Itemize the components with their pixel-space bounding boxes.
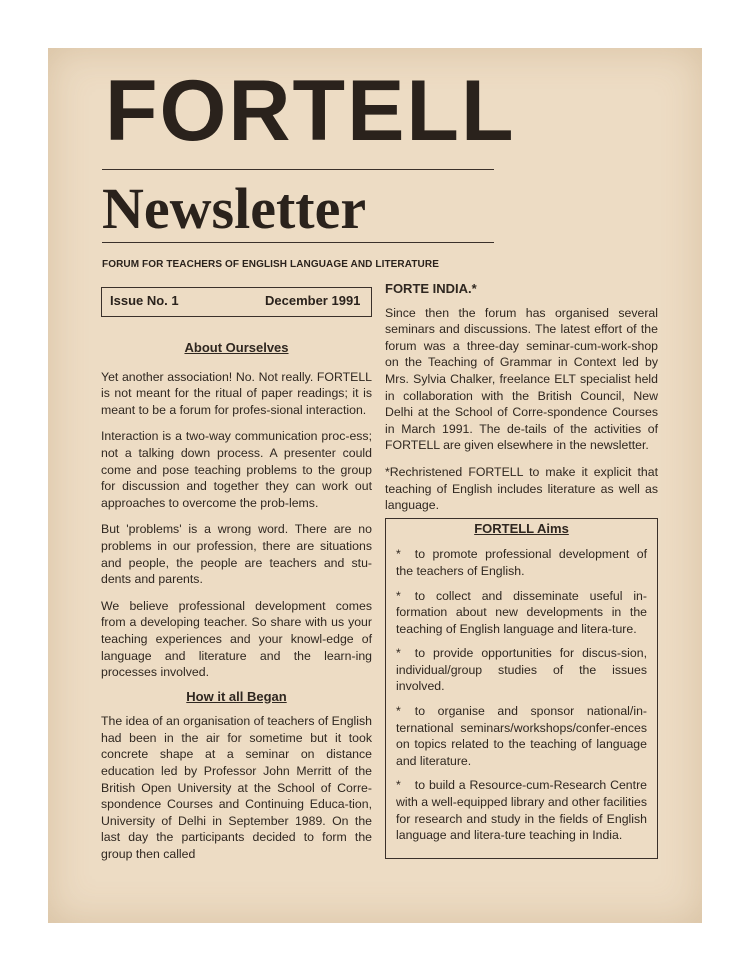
forte-heading: FORTE INDIA.* bbox=[385, 281, 477, 296]
issue-number: Issue No. 1 bbox=[110, 293, 179, 308]
aim-item: * to collect and disseminate useful in-formation about new developments in the teaching of English language and litera-ture. bbox=[396, 588, 647, 636]
aims-heading: FORTELL Aims bbox=[474, 520, 569, 536]
aim-item: * to provide opportunities for discus-sion, individual/group studies of the issues involved. bbox=[396, 646, 647, 694]
forte-paragraph: Since then the forum has organised several seminars and discussions. The latest effort of the forum was a three-day seminar-cum-work-shop on the Teaching of Grammar in Context led by Mrs. Sylvia Chalker, freelance ELT specialist held in collaboration with the British Council, New Delhi at the School of Corre-spondence Courses in March 1991. The de-tails of the activities of FORTELL are given elsewhere in the newsletter. bbox=[385, 305, 658, 453]
bullet: * bbox=[396, 778, 401, 793]
bullet: * bbox=[396, 704, 401, 719]
aims-box bbox=[385, 518, 658, 859]
masthead-subtitle: Newsletter bbox=[102, 176, 367, 241]
masthead-rule-bottom bbox=[102, 242, 494, 243]
aim-item: * to build a Resource-cum-Research Centre with a well-equipped library and other facilities for research and study in the fields of English language and litera-ture teaching in India. bbox=[396, 778, 647, 843]
forte-footnote: *Rechristened FORTELL to make it explicit that teaching of English includes literature as well as language. bbox=[385, 464, 658, 513]
issue-date: December 1991 bbox=[265, 293, 361, 308]
masthead-title: FORTELL bbox=[105, 63, 516, 159]
masthead-rule-top bbox=[102, 169, 494, 170]
right-column bbox=[385, 281, 658, 859]
began-paragraph: The idea of an organisation of teachers of English had been in the air for sometime but it took concrete shape at a seminar on distance education led by Professor John Merritt of the British Open University at the School of Corre-spondence Courses and Continuing Educa-tion, University of Delhi in September 1989. On the last day the participants decided to form the group then called bbox=[101, 714, 372, 862]
left-column bbox=[101, 340, 372, 873]
about-paragraph: But 'problems' is a wrong word. There are no problems in our profession, there are situations and people, the people are teachers and stu-dents and parents. bbox=[101, 522, 372, 587]
about-heading: About Ourselves bbox=[184, 340, 289, 355]
masthead-tagline: FORUM FOR TEACHERS OF ENGLISH LANGUAGE AND LITERATURE bbox=[102, 259, 439, 270]
bullet: * bbox=[396, 646, 401, 661]
aim-item: * to organise and sponsor national/in-ternational seminars/workshops/confer-ences on topics related to the teaching of language and literature. bbox=[396, 704, 647, 768]
bullet: * bbox=[396, 588, 401, 603]
about-paragraph: We believe professional development comes from a developing teacher. So share with us your teaching experiences and your knowl-edge of language and literature and the learn-ing processes involved. bbox=[101, 598, 372, 680]
began-heading: How it all Began bbox=[186, 688, 287, 704]
aim-item: * to promote professional development of the teachers of English. bbox=[396, 547, 647, 578]
about-paragraph: Interaction is a two-way communication proc-ess; not a talking down process. A presenter could come and pose teaching problems to the group for discussion and together they can work out approaches to overcome the prob-lems. bbox=[101, 429, 372, 510]
bullet: * bbox=[396, 547, 401, 562]
about-paragraph: Yet another association! No. Not really. FORTELL is not meant for the ritual of paper readings; it is meant to be a forum for profes-sional interaction. bbox=[101, 369, 372, 417]
